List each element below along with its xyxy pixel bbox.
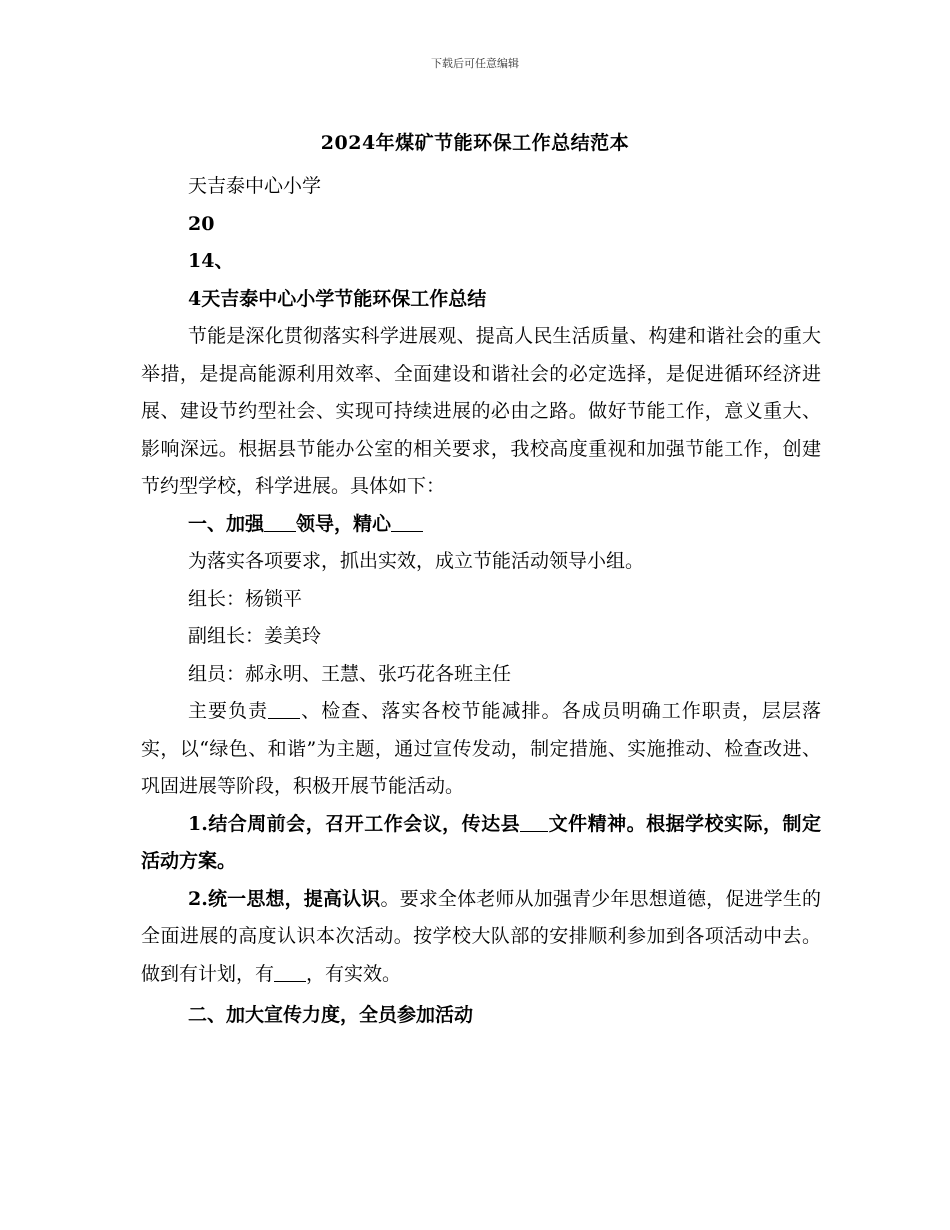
document-body	[141, 168, 821, 1035]
blank-line	[264, 512, 296, 532]
school-name: 天吉泰中心小学	[188, 175, 322, 197]
blank-line	[268, 699, 300, 719]
group-members: 组员：郝永明、王慧、张巧花各班主任	[188, 662, 512, 685]
blank-line	[274, 962, 306, 982]
duty-part-a: 主要负责	[188, 700, 269, 722]
item-2-heading: 2.统一思想，提高认识	[188, 887, 381, 910]
intro-paragraph: 节能是深化贯彻落实科学进展观、提高人民生活质量、构建和谐社会的重大举措，是提高能源利用效率、全面建设和谐社会的必定选择，是促进循环经济进展、建设节约型社会、实现可持续进展的必由之路。做好节能工作，意义重大、影响深远。根据县节能办公室的相关要求，我校高度重视和加强节能工作，创建节约型学校，科学进展。具体如下：	[141, 325, 821, 497]
year-fragment-2: 14、	[188, 250, 234, 272]
section-1-heading-part-a: 一、加强	[188, 512, 265, 535]
year-fragment-1: 20	[188, 212, 215, 235]
section-1-heading-part-b: 领导，精心	[296, 512, 392, 535]
item-2-paragraph	[141, 881, 821, 994]
section-2-heading: 二、加大宣传力度，全员参加活动	[188, 1004, 474, 1026]
document-title: 2024年煤矿节能环保工作总结范本	[320, 132, 630, 154]
section-1-heading	[141, 506, 821, 544]
duty-part-b: 、检查、落实各校节能减排。各成员明确工作职责，层层落实，以“绿色、和谐”为主题，通过宣传发动，制定措施、实施推动、检查改进、巩固进展等阶段，积极开展节能活动。	[141, 700, 821, 797]
group-leader: 组长：杨锁平	[188, 587, 303, 610]
item-1-part-a: 1.结合周前会，召开工作会议，传达县	[188, 812, 521, 835]
blank-line	[520, 812, 548, 832]
section-1-paragraph: 为落实各项要求，抓出实效，成立节能活动领导小组。	[188, 550, 645, 572]
vice-group-leader: 副组长：姜美玲	[188, 625, 322, 647]
item-2-part-b: ，有实效。	[306, 962, 402, 985]
item-1-paragraph	[141, 806, 821, 881]
blank-line	[391, 512, 423, 532]
summary-subtitle: 4天吉泰中心小学节能环保工作总结	[188, 287, 487, 310]
duty-paragraph	[141, 693, 821, 806]
header-note: 下载后可任意编辑	[431, 57, 519, 70]
item-2-part-a: 。要求全体老师从加强青少年思想道德，促进学生的全面进展的高度认识本次活动。按学校大队部的安排顺利参加到各项活动中去。做到有计划，有	[141, 887, 821, 985]
item-1-part-b: 文件精神。根据学校实际，制定活动方案。	[141, 812, 821, 872]
